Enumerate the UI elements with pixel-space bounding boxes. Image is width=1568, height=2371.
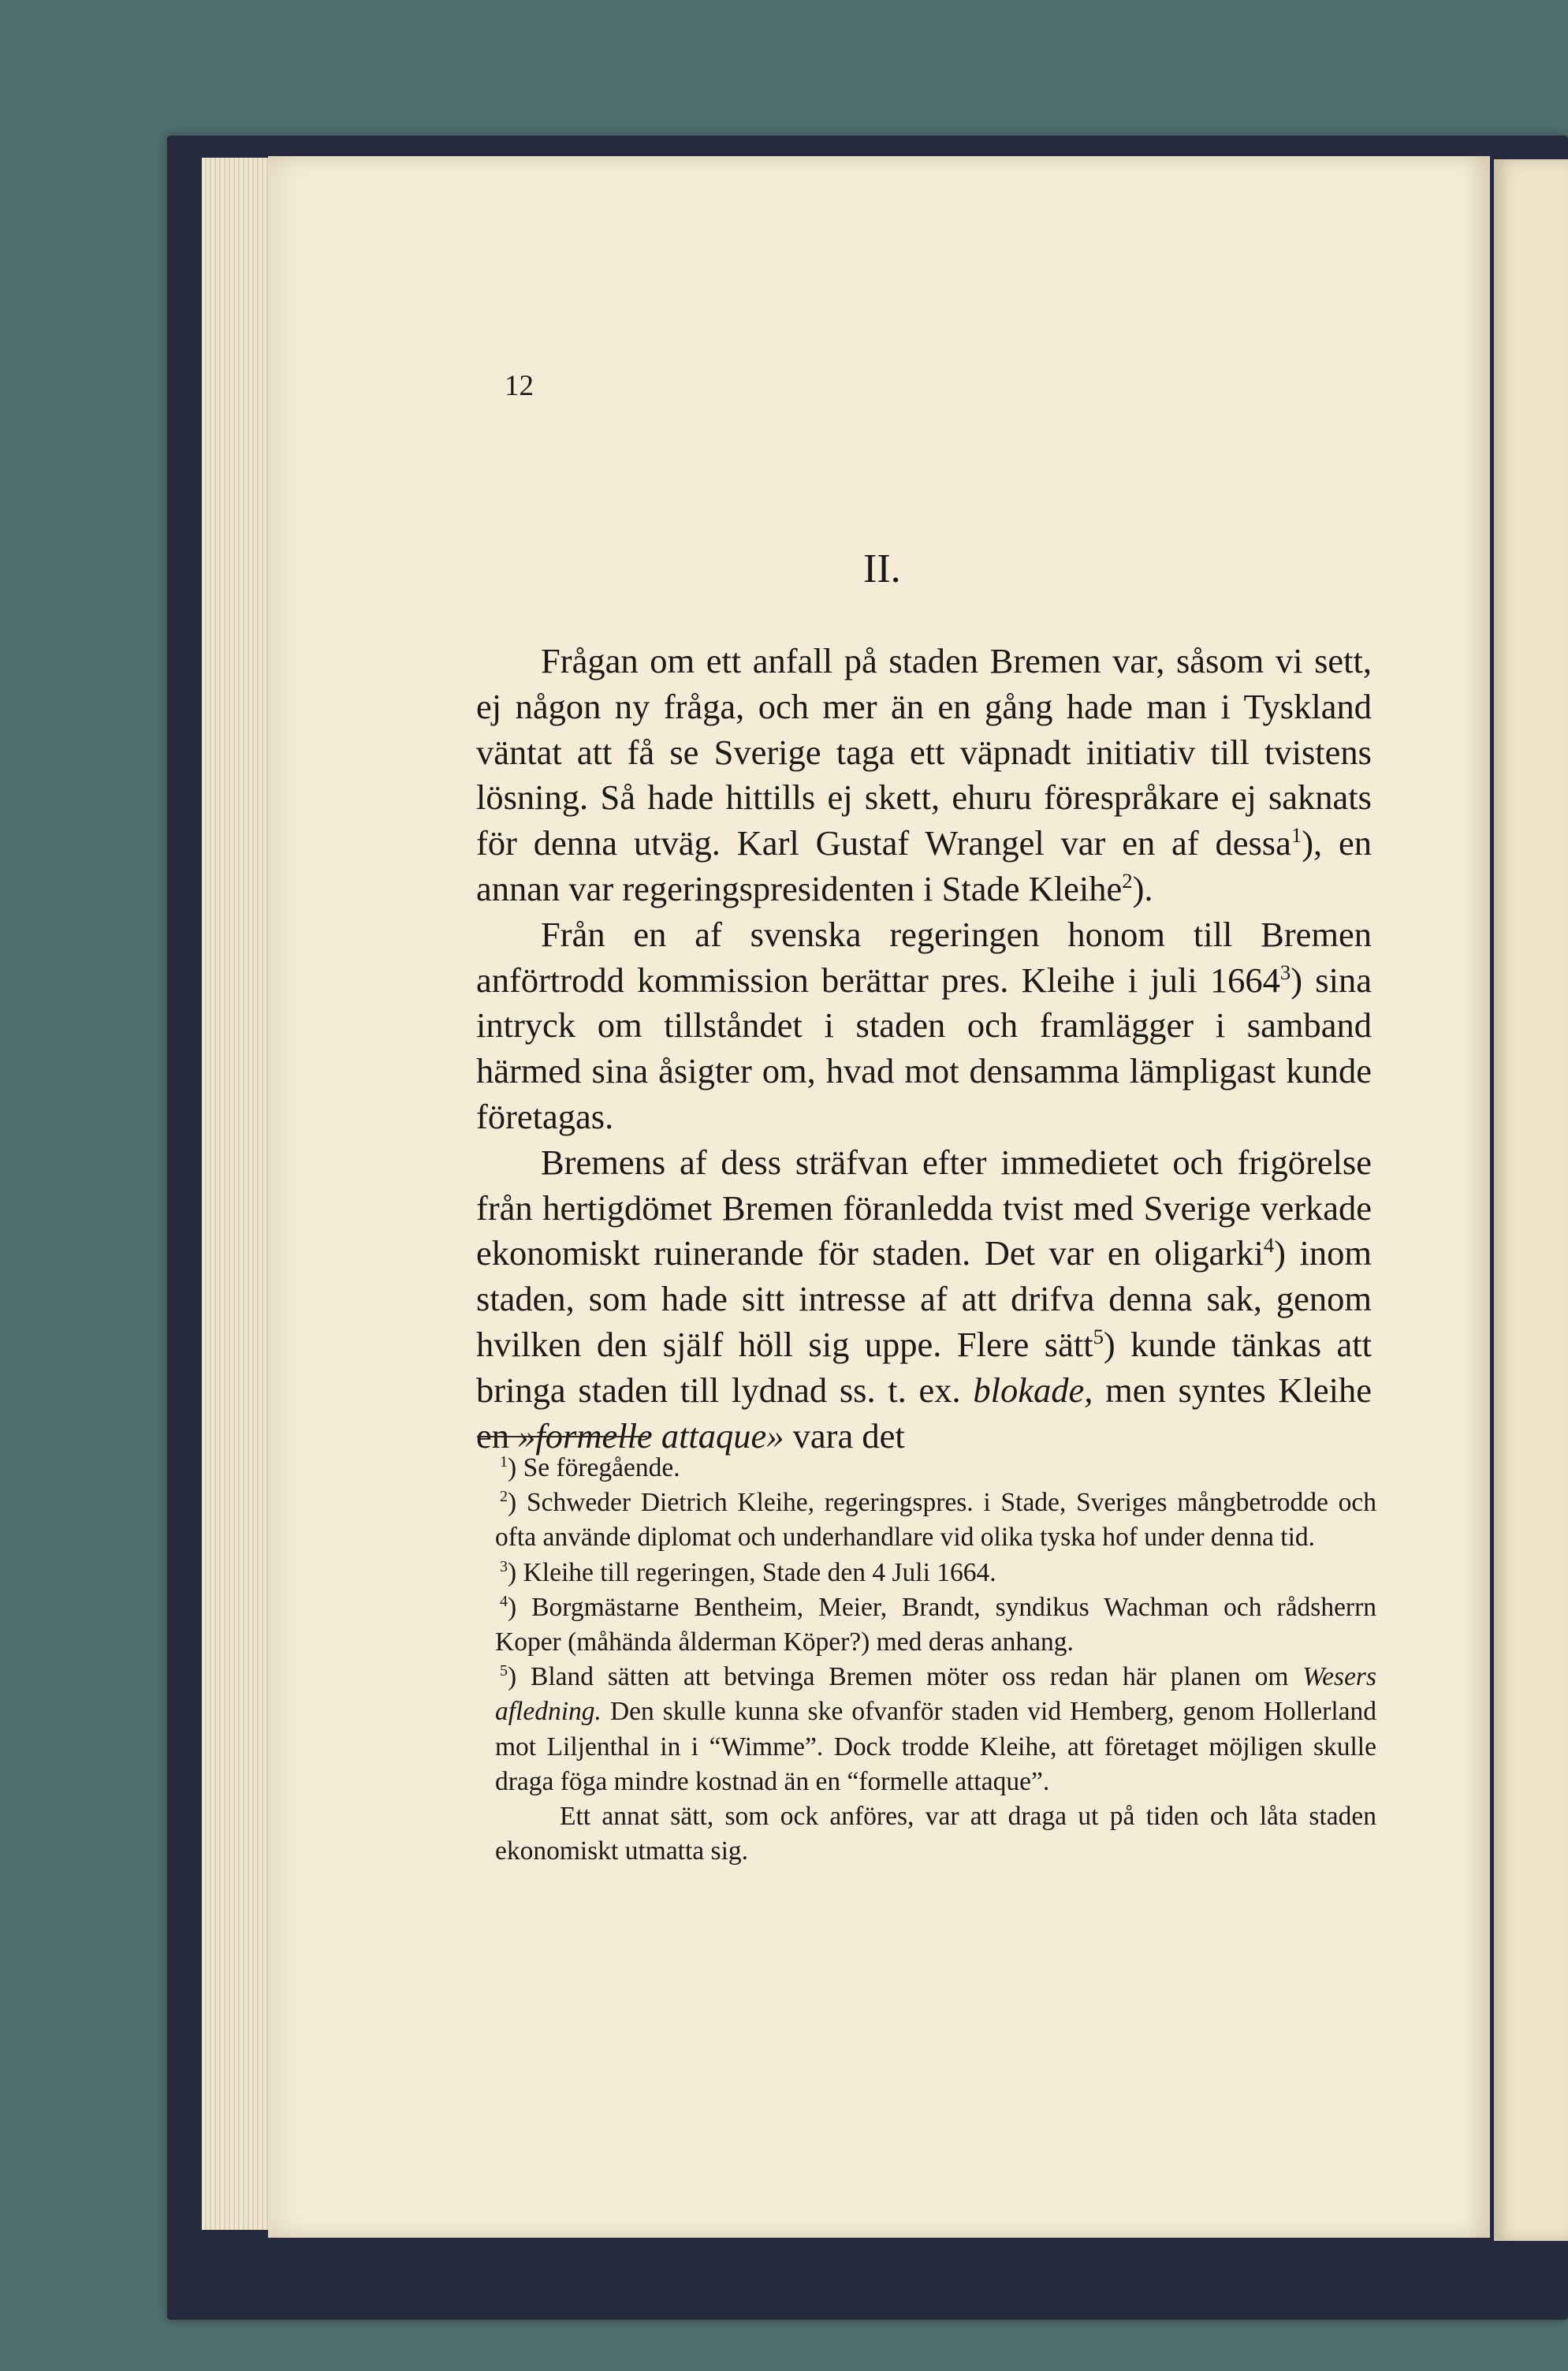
footnote-ref: 4 xyxy=(1263,1233,1275,1258)
footnote-mark: 1 xyxy=(500,1452,508,1471)
footnote-ref: 2 xyxy=(1122,869,1133,893)
italic-term: »formelle attaque» xyxy=(518,1415,784,1456)
footnote-5 xyxy=(495,1660,1376,1799)
paragraph-2 xyxy=(476,912,1372,1140)
footnote-continuation: Ett annat sätt, som ock anföres, var att draga ut på tiden och låta staden ekonomiskt utmatta sig. xyxy=(495,1802,1376,1866)
paragraph-text: Från en af svenska regeringen honom till Bremen anförtrodd kommission berättar pres. Kleihe i juli 1664 xyxy=(476,914,1372,1000)
italic-term: blokade, xyxy=(973,1370,1093,1410)
italic-term: Wesers afledning. xyxy=(495,1662,1377,1727)
footnote-text: ) Se föregående. xyxy=(508,1453,680,1482)
footnote-divider xyxy=(477,1436,647,1437)
paragraph-text: ) kunde tänkas att bringa staden till lydnad ss. t. ex. xyxy=(476,1324,1372,1410)
main-text xyxy=(476,639,1372,1459)
facing-page-edge xyxy=(1494,159,1568,2241)
paragraph-text: ). xyxy=(1132,868,1153,908)
paragraph-text: ) sina intryck om tillståndet i staden och framlägger i samband härmed sina åsigter om, hvad mot densamma lämpligast kunde företagas. xyxy=(476,960,1372,1136)
footnote-ref: 3 xyxy=(1279,960,1291,984)
footnote-3 xyxy=(495,1556,1376,1590)
paragraph-text: Bremens af dess sträfvan efter immedietet och frigörelse från hertigdömet Bremen föranledda tvist med Sverige verkade ekonomiskt ruinerande för staden. Det var en oligarki xyxy=(476,1142,1372,1273)
footnote-mark: 3 xyxy=(500,1557,508,1575)
paragraph-3 xyxy=(476,1140,1372,1460)
footnote-text: ) Bland sätten att betvinga Bremen möter oss redan här planen om xyxy=(508,1662,1289,1692)
footnote-2 xyxy=(495,1486,1376,1555)
paragraph-text: men syntes Kleihe en xyxy=(476,1370,1372,1456)
paragraph-text: vara det xyxy=(792,1415,905,1456)
footnote-text: Den skulle kunna ske ofvanför staden vid Hemberg, genom Hollerland mot Liljenthal in i “Wimme”. Dock trodde Kleihe, att företaget möjligen skulle draga föga mindre kostnad än en “formelle attaque”. xyxy=(495,1697,1376,1796)
footnote-mark: 4 xyxy=(500,1592,508,1610)
chapter-heading: II. xyxy=(863,546,901,591)
paragraph-text: Frågan om ett anfall på staden Bremen var, såsom vi sett, ej någon ny fråga, och mer än en gång hade man i Tyskland väntat att få se Sverige taga ett väpnadt initiativ till tvistens lösning. Så hade hittills ej skett, ehuru förespråkare ej saknats för denna utväg. Karl Gustaf Wrangel var en af dessa xyxy=(476,641,1372,863)
footnote-text: ) Kleihe till regeringen, Stade den 4 Juli 1664. xyxy=(508,1557,996,1587)
paragraph-1 xyxy=(476,639,1372,912)
footnote-4 xyxy=(495,1590,1376,1660)
footnote-ref: 5 xyxy=(1093,1325,1104,1349)
footnote-ref: 1 xyxy=(1291,823,1302,848)
footnote-1 xyxy=(495,1451,1376,1486)
footnote-text: ) Borgmästarne Bentheim, Meier, Brandt, syndikus Wachman och rådsherrn Koper (måhända ålderman Köper?) med deras anhang. xyxy=(495,1592,1376,1657)
footnote-text: ) Schweder Dietrich Kleihe, regeringspres. i Stade, Sveriges mångbetrodde och ofta använde diplomat och underhandlare vid olika tyska hof under denna tid. xyxy=(495,1488,1376,1553)
paragraph-text: ) inom staden, som hade sitt intresse af att drifva denna sak, genom hvilken den själf höll sig uppe. Flere sätt xyxy=(476,1233,1372,1364)
footnote-mark: 2 xyxy=(500,1488,508,1506)
footnotes xyxy=(495,1451,1376,1869)
page-number: 12 xyxy=(505,370,534,402)
paragraph-text: ), en annan var regeringspresidenten i Stade Kleihe xyxy=(476,823,1372,908)
footnote-mark: 5 xyxy=(500,1662,508,1680)
